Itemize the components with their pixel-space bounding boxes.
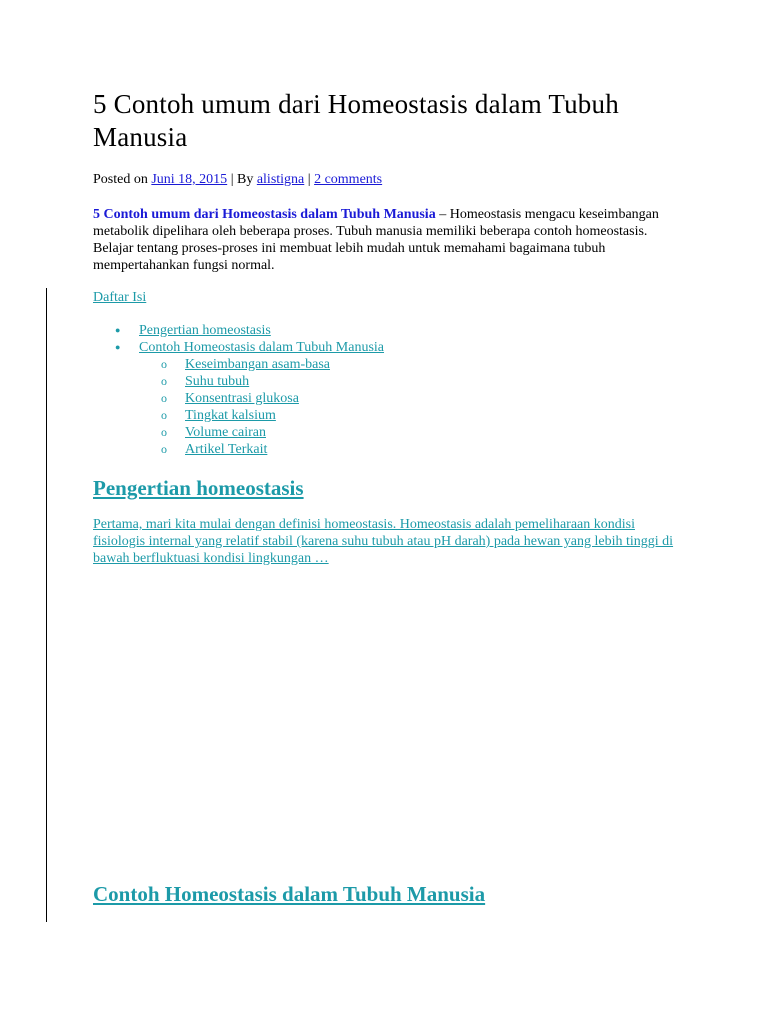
author-link[interactable]: alistigna (256, 172, 305, 187)
circle-bullet-icon: o (161, 374, 167, 388)
post-meta (93, 171, 382, 189)
post-date-link[interactable]: Juni 18, 2015 (151, 172, 228, 187)
toc-subitem[interactable] (115, 441, 384, 458)
toc-subitem-label[interactable]: Tingkat kalsium (185, 408, 276, 423)
toc-subitem[interactable] (115, 407, 384, 424)
toc-item-label[interactable]: Contoh Homeostasis dalam Tubuh Manusia (139, 340, 385, 355)
left-margin-rule (46, 288, 47, 922)
toc-item-label[interactable]: Pengertian homeostasis (139, 323, 271, 338)
table-of-contents (115, 322, 384, 458)
toc-subitem[interactable] (115, 424, 384, 441)
comments-link[interactable]: 2 comments (314, 172, 383, 187)
section-heading-pengertian[interactable]: Pengertian homeostasis (93, 476, 304, 500)
bullet-icon: ● (115, 325, 121, 335)
toc-subitem-label[interactable]: Volume cairan (185, 425, 266, 440)
toc-subitem-label[interactable]: Suhu tubuh (185, 374, 250, 389)
posted-on-label: Posted on (93, 172, 152, 187)
intro-paragraph (93, 206, 683, 274)
circle-bullet-icon: o (161, 357, 167, 371)
circle-bullet-icon: o (161, 425, 167, 439)
toc-item[interactable] (115, 322, 384, 339)
toc-subitem[interactable] (115, 373, 384, 390)
article-title: 5 Contoh umum dari Homeostasis dalam Tubuh Manusia (93, 89, 619, 152)
section-excerpt-link[interactable]: Pertama, mari kita mulai dengan definisi homeostasis. Homeostasis adalah pemeliharaan kondisi fisiologis internal yang relatif stabil (karena suhu tubuh atau pH darah) pada hewan yang lebih tinggi di bawah berfluktuasi kondisi lingkungan … (93, 517, 674, 566)
circle-bullet-icon: o (161, 442, 167, 456)
toc-subitem-label[interactable]: Artikel Terkait (185, 442, 268, 457)
intro-body: – Homeostasis mengacu keseimbangan metabolik dipelihara oleh beberapa proses. Tubuh manusia memiliki beberapa contoh homeostasis. Belajar tentang proses-proses ini membuat lebih mudah untuk memahami bagaimana tubuh mempertahankan fungsi normal. (93, 207, 659, 273)
circle-bullet-icon: o (161, 391, 167, 405)
circle-bullet-icon: o (161, 408, 167, 422)
toc-subitem[interactable] (115, 390, 384, 407)
bullet-icon: ● (115, 342, 121, 352)
meta-separator: | By (227, 172, 257, 187)
section-heading-contoh[interactable]: Contoh Homeostasis dalam Tubuh Manusia (93, 882, 486, 906)
toc-title-link[interactable]: Daftar Isi (93, 290, 147, 305)
meta-separator: | (304, 172, 315, 187)
intro-lead: 5 Contoh umum dari Homeostasis dalam Tubuh Manusia (93, 207, 436, 222)
toc-subitem[interactable] (115, 356, 384, 373)
toc-subitem-label[interactable]: Keseimbangan asam-basa (185, 357, 330, 372)
toc-subitem-label[interactable]: Konsentrasi glukosa (185, 391, 299, 406)
toc-item[interactable] (115, 339, 384, 356)
